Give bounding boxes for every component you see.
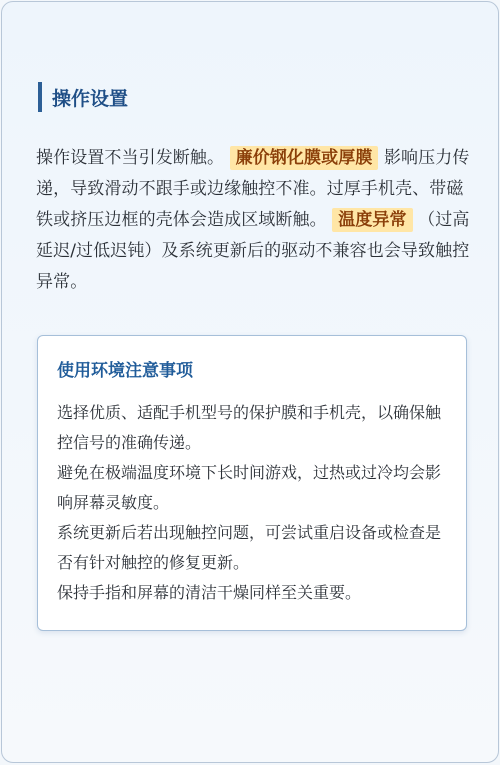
tip-item: 避免在极端温度环境下长时间游戏，过热或过冷均会影响屏幕灵敏度。 — [57, 463, 442, 512]
body-paragraph — [36, 143, 470, 298]
tip-item: 保持手指和屏幕的清洁干燥同样至关重要。 — [57, 583, 362, 602]
paragraph-text-1: 操作设置不当引发断触。 — [36, 148, 225, 168]
section-heading — [38, 82, 128, 112]
highlight-temperature: 温度异常 — [332, 208, 412, 232]
paragraph-text-3: （过高延迟/过低迟钝）及系统更新后的驱动不兼容也会导致触控异常。 — [36, 210, 470, 292]
tips-title: 使用环境注意事项 — [57, 361, 193, 381]
tip-item: 系统更新后若出现触控问题，可尝试重启设备或检查是否有针对触控的修复更新。 — [57, 523, 442, 572]
tips-list — [57, 398, 452, 608]
tip-item: 选择优质、适配手机型号的保护膜和手机壳，以确保触控信号的准确传递。 — [57, 403, 442, 452]
paragraph-text-2: 影响压力传递，导致滑动不跟手或边缘触控不准。过厚手机壳、带磁铁或挤压边框的壳体会造成区域断触。 — [36, 148, 470, 230]
tips-card — [37, 335, 467, 631]
heading-accent-bar — [38, 82, 42, 112]
highlight-film: 廉价钢化膜或厚膜 — [230, 146, 379, 170]
section-title: 操作设置 — [52, 87, 129, 110]
page-frame — [1, 1, 499, 763]
